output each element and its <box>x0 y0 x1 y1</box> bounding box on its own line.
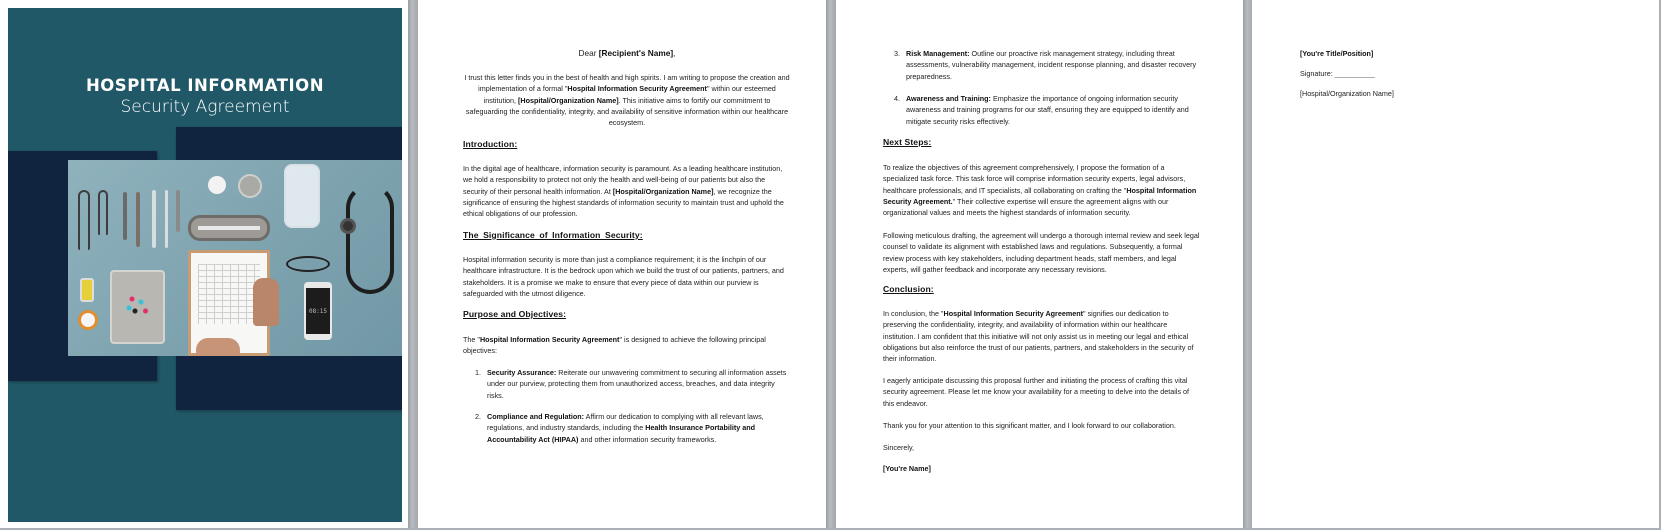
objective-item: 4. Awareness and Training: Emphasize the importance of ongoing information security awareness and training programs for our staff, ensuring they are equipped to identify and mitigate security risks effectively. <box>894 94 1189 126</box>
objective-item: 1. Security Assurance: Reiterate our unwavering commitment to securing all information assets under our purview, protecting them from unauthorized access, breaches, and data integrity risks. <box>475 368 787 400</box>
next-steps-paragraph-1: To realize the objectives of this agreement comprehensively, I propose the formation of a specialized task force. This task force will comprise information security experts, legal advisors, healthcare professionals, and IT specialists, all collaborating on crafting the "Hospital Information Security Agreement." Their collective expertise will ensure the agreement aligns with our organizational values and meets the highest standards of information security. <box>883 163 1197 218</box>
smartphone-icon <box>304 282 332 340</box>
scissors-icon <box>78 190 90 250</box>
signature-label: Signature: <box>1300 69 1335 78</box>
ointment-jar-icon <box>78 310 98 330</box>
page-cover <box>0 0 408 528</box>
heading-next-steps: Next Steps: <box>883 137 932 147</box>
objective-item: 2. Compliance and Regulation: Affirm our dedication to complying with all relevant laws, regulations, and industry standards, including the Health Insurance Portability and Accountability Act (HIPAA) and other information security frameworks. <box>475 412 764 444</box>
sender-name-placeholder: [You're Name] <box>883 464 931 473</box>
phone-screen: 08:15 <box>306 288 330 334</box>
tape-roll-icon <box>238 174 262 198</box>
objective-item: 3. Risk Management: Outline our proactive risk management strategy, including threat assessments, vulnerability management, incident response planning, and disaster recovery preparedness. <box>894 49 1197 81</box>
cover-title-line2: Security Agreement <box>120 97 290 117</box>
forceps-icon <box>152 190 156 248</box>
heading-conclusion: Conclusion: <box>883 284 934 294</box>
cotton-ball-icon <box>208 176 226 194</box>
scalpel-icon <box>176 190 180 232</box>
salutation: Dear [Recipient's Name], <box>578 48 676 58</box>
iv-bag-icon <box>284 164 320 228</box>
cover-title-line1: HOSPITAL INFORMATION <box>85 76 325 95</box>
syringe-icon <box>198 226 260 230</box>
hand-with-pen-icon <box>253 278 279 326</box>
page-4 <box>1252 0 1661 528</box>
recipient-name-placeholder: [Recipient's Name] <box>598 48 674 58</box>
thanks-line: Thank you for your attention to this significant matter, and I look forward to our collaboration. <box>883 421 1176 430</box>
scalpel-icon <box>136 192 140 247</box>
forceps-icon <box>165 190 168 248</box>
heading-significance: The Significance of Information Security: <box>463 230 643 240</box>
page-separator <box>826 0 836 530</box>
significance-paragraph: Hospital information security is more than just a compliance requirement; it is the linchpin of our healthcare infrastructure. It is the bedrock upon which we build the trust of our patients, partners, and stakeholders. It is a promise we make to ensure that every piece of data within our purview is safeguarded with the utmost diligence. <box>463 255 784 298</box>
pills-icon <box>123 290 153 320</box>
page-3 <box>836 0 1243 528</box>
signature-field <box>1300 68 1375 79</box>
scissors-icon <box>98 190 108 235</box>
heading-introduction: Introduction: <box>463 139 518 149</box>
opening-paragraph: I trust this letter finds you in the best of health and high spirits. I am writing to propose the creation and implementation of a formal "Hospital Information Security Agreement" within our esteemed institution, [Hospital/Organization Name]. This initiative aims to fortify our commitment to safeguarding the confidentiality, integrity, and availability of sensitive information within our healthcare ecosystem. <box>464 73 790 128</box>
introduction-paragraph: In the digital age of healthcare, information security is paramount. As a leading healthcare institution, we hold a responsibility to protect not only the health and well-being of our patients but also the security of their personal health information. At [Hospital/Organization Name], we recognize the significance of ensuring the highest standards of information security to maintain trust and uphold the ethical obligations of our profession. <box>463 164 784 219</box>
organization-name-placeholder: [Hospital/Organization Name] <box>1300 89 1394 98</box>
next-steps-paragraph-2: Following meticulous drafting, the agreement will undergo a thorough internal review and seek legal counsel to validate its alignment with established laws and regulations. Subsequently, a formal review process with key stakeholders, including department heads, staff members, and legal experts, will gather feedback and incorporate any necessary revisions. <box>883 231 1200 274</box>
scalpel-icon <box>123 192 127 240</box>
pill-bottle-icon <box>80 278 94 302</box>
hand-icon <box>196 338 240 356</box>
closing: Sincerely, <box>883 443 915 452</box>
stethoscope-chestpiece-icon <box>340 218 356 234</box>
page-2 <box>418 0 826 528</box>
title-position-placeholder: [You're Title/Position] <box>1300 49 1374 58</box>
conclusion-paragraph-1: In conclusion, the "Hospital Information Security Agreement" signifies our dedication to preserving the confidentiality, integrity, and availability of information within our healthcare institution. I am confident that this initiative will not only assist us in meeting our legal and ethical obligations but also reinforce the trust of our patients, partners, and stakeholders in the security of their information. <box>883 309 1194 364</box>
heading-purpose: Purpose and Objectives: <box>463 309 567 319</box>
conclusion-paragraph-2: I eagerly anticipate discussing this proposal further and initiating the process of crafting this vital security agreement. Please let me know your availability for a meeting to delve into the details of this endeavor. <box>883 376 1190 408</box>
cover-background <box>8 8 402 522</box>
daily-report-grid <box>198 264 260 324</box>
signature-line[interactable]: __________ <box>1334 69 1375 78</box>
purpose-paragraph: The "Hospital Information Security Agreement" is designed to achieve the following principal objectives: <box>463 335 766 356</box>
glasses-icon <box>286 256 330 272</box>
cover-photo <box>68 160 402 356</box>
stethoscope-icon <box>346 184 394 294</box>
page-separator <box>408 0 418 530</box>
